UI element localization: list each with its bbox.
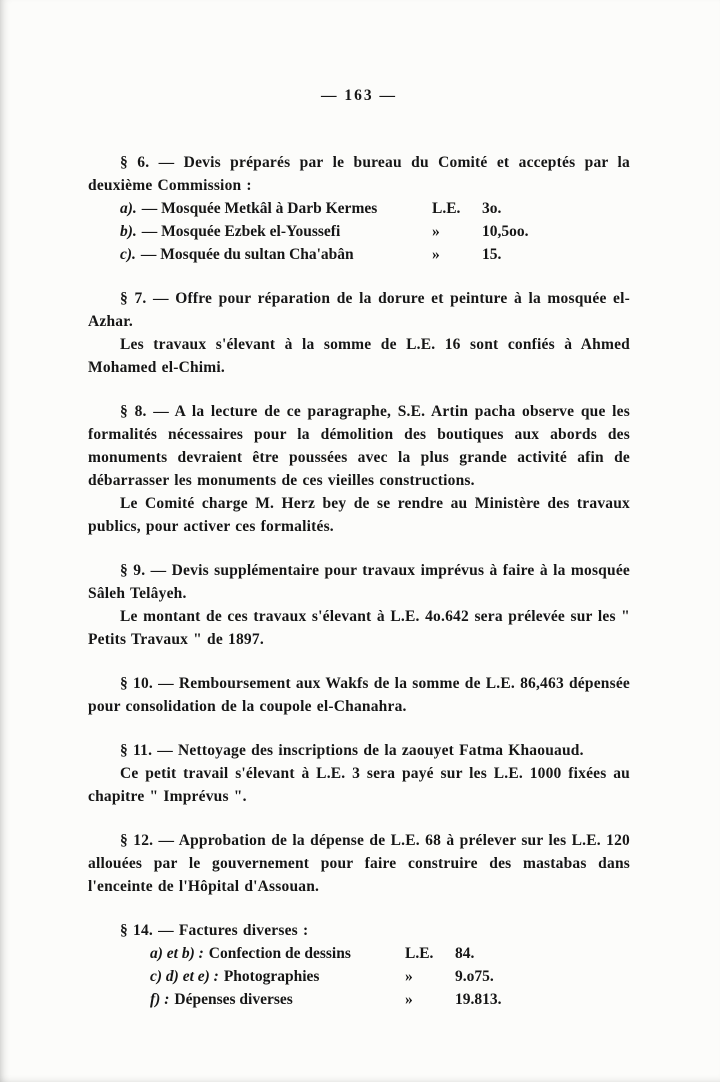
section-6-intro: § 6. — Devis préparés par le bureau du Comité et acceptés par la deuxième Commission :: [88, 154, 630, 194]
row-label: — Mosquée Ezbek el-Youssefi: [141, 223, 341, 240]
ledger-row: [120, 197, 630, 220]
currency-label: L.E.: [432, 200, 461, 217]
amount-value: 15.: [482, 246, 502, 263]
section-10: [88, 672, 630, 718]
row-text: [150, 942, 405, 965]
row-label: Confection de dessins: [208, 945, 351, 962]
section-7: [88, 287, 630, 379]
amount-value: 84.: [455, 945, 475, 962]
row-prefix: c).: [120, 246, 136, 263]
paragraph: Le Comité charge M. Herz bey de se rendre au Ministère des travaux publics, pour activer ces formalités.: [88, 495, 630, 535]
row-prefix: b).: [120, 223, 137, 240]
paragraph: § 7. — Offre pour réparation de la dorure et peinture à la mosquée el-Azhar.: [88, 290, 630, 330]
section-8: [88, 400, 630, 538]
row-text: [120, 243, 432, 266]
amount-value: 9.o75.: [455, 968, 494, 985]
row-label: — Mosquée du sultan Cha'abân: [140, 246, 354, 263]
currency-label: »: [405, 968, 413, 985]
page-number: — 163 —: [321, 87, 397, 104]
amount-value: 10,5oo.: [482, 223, 529, 240]
paragraph: Les travaux s'élevant à la somme de L.E. 16 sont confiés à Ahmed Mohamed el-Chimi.: [88, 336, 630, 376]
row-text: [150, 988, 405, 1011]
row-prefix: a).: [120, 200, 137, 217]
section-6-ledger: [120, 197, 630, 266]
section-14-intro: § 14. — Factures diverses :: [120, 922, 309, 939]
row-label: Dépenses diverses: [174, 991, 293, 1008]
ledger-row: [150, 942, 630, 965]
row-text: [120, 220, 432, 243]
row-prefix: f) :: [150, 991, 170, 1008]
section-14: [88, 919, 630, 1011]
row-prefix: a) et b) :: [150, 945, 204, 962]
section-12: [88, 829, 630, 898]
paragraph: Le montant de ces travaux s'élevant à L.E. 4o.642 sera prélevée sur les " Petits Travaux " de 1897.: [88, 608, 630, 648]
section-6: [88, 151, 630, 266]
section-14-ledger: [150, 942, 630, 1011]
row-label: Photographies: [223, 968, 320, 985]
amount-value: 19.813.: [455, 991, 502, 1008]
section-11: [88, 739, 630, 808]
currency-label: »: [405, 991, 413, 1008]
ledger-row: [120, 243, 630, 266]
section-9: [88, 559, 630, 651]
paragraph: Ce petit travail s'élevant à L.E. 3 sera payé sur les L.E. 1000 fixées au chapitre " Imprévus ".: [88, 765, 630, 805]
row-text: [120, 197, 432, 220]
amount-value: 3o.: [482, 200, 502, 217]
ledger-row: [150, 988, 630, 1011]
currency-label: »: [432, 246, 440, 263]
paragraph: § 12. — Approbation de la dépense de L.E. 68 à prélever sur les L.E. 120 allouées par le gouvernement pour faire construire des mastabas dans l'enceinte de l'Hôpital d'Assouan.: [88, 832, 630, 895]
row-text: [150, 965, 405, 988]
row-prefix: c) d) et e) :: [150, 968, 219, 985]
paragraph: § 11. — Nettoyage des inscriptions de la zaouyet Fatma Khaouaud.: [120, 742, 584, 759]
row-label: — Mosquée Metkâl à Darb Kermes: [141, 200, 378, 217]
paragraph: § 10. — Remboursement aux Wakfs de la somme de L.E. 86,463 dépensée pour consolidation de la coupole el-Chanahra.: [88, 675, 630, 715]
ledger-row: [150, 965, 630, 988]
paragraph: § 8. — A la lecture de ce paragraphe, S.E. Artin pacha observe que les formalités nécessaires pour la démolition des boutiques aux abords des monuments devraient être poussées avec la plus grande activité afin de débarrasser les monuments de ces vieilles constructions.: [88, 403, 630, 489]
ledger-row: [120, 220, 630, 243]
currency-label: L.E.: [405, 945, 434, 962]
currency-label: »: [432, 223, 440, 240]
paragraph: § 9. — Devis supplémentaire pour travaux imprévus à faire à la mosquée Sâleh Telâyeh.: [88, 562, 630, 602]
